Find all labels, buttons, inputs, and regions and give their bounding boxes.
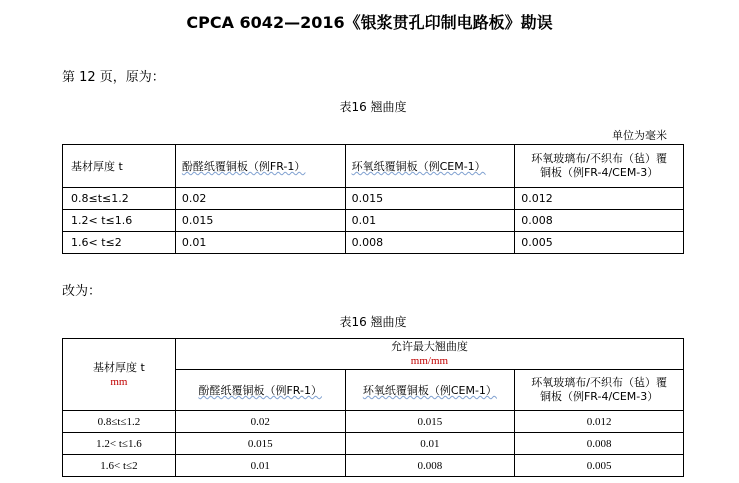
header-cem1: 环氧纸覆铜板（例CEM-1）	[345, 370, 515, 411]
header-fr4: 环氧玻璃布/不织布（毡）覆 铜板（例FR-4/CEM-3）	[515, 370, 684, 411]
original-table-caption: 表16 翘曲度	[339, 100, 407, 114]
cell: 0.008	[515, 433, 684, 455]
cell: 1.6< t≤2	[63, 232, 176, 254]
header-fr1: 酚醛纸覆铜板（例FR-1）	[175, 145, 345, 188]
table-row	[63, 455, 684, 477]
cell: 0.8≤t≤1.2	[63, 411, 176, 433]
cell: 0.015	[345, 188, 515, 210]
cell: 1.2< t≤1.6	[63, 433, 176, 455]
original-intro: 第 12 页，原为：	[62, 70, 165, 85]
corrected-table-caption: 表16 翘曲度	[339, 315, 407, 329]
corrected-header-row-1	[63, 339, 684, 370]
cell: 0.015	[345, 411, 515, 433]
header-max-warpage: 允许最大翘曲度 mm/mm	[175, 339, 683, 370]
table-row	[63, 433, 684, 455]
header-thickness: 基材厚度 t	[63, 145, 176, 188]
cell: 0.005	[515, 232, 684, 254]
warpage-unit: mm/mm	[410, 355, 449, 367]
header-thickness: 基材厚度 t mm	[63, 339, 176, 411]
header-fr1: 酚醛纸覆铜板（例FR-1）	[175, 370, 345, 411]
cell: 0.015	[175, 210, 345, 232]
cell: 0.012	[515, 411, 684, 433]
cell: 0.005	[515, 455, 684, 477]
corrected-table	[62, 338, 684, 477]
document-title: CPCA 6042—2016《银浆贯孔印制电路板》勘误	[186, 13, 553, 32]
cell: 0.008	[515, 210, 684, 232]
cell: 0.01	[345, 433, 515, 455]
table-row	[63, 411, 684, 433]
cell: 0.02	[175, 188, 345, 210]
table-row	[63, 188, 684, 210]
original-table	[62, 144, 684, 254]
cell: 0.008	[345, 232, 515, 254]
cell: 0.01	[175, 455, 345, 477]
cell: 1.6< t≤2	[63, 455, 176, 477]
cell: 0.015	[175, 433, 345, 455]
cell: 0.01	[175, 232, 345, 254]
cell: 1.2< t≤1.6	[63, 210, 176, 232]
header-fr4: 环氧玻璃布/不织布（毡）覆 铜板（例FR-4/CEM-3）	[515, 145, 684, 188]
table-row	[63, 232, 684, 254]
unit-label: 单位为毫米	[612, 129, 667, 142]
corrected-intro: 改为：	[62, 284, 102, 299]
cell: 0.01	[345, 210, 515, 232]
header-cem1: 环氧纸覆铜板（例CEM-1）	[345, 145, 515, 188]
original-header-row	[63, 145, 684, 188]
table-row	[63, 210, 684, 232]
cell: 0.008	[345, 455, 515, 477]
cell: 0.012	[515, 188, 684, 210]
thickness-unit: mm	[110, 375, 128, 388]
cell: 0.02	[175, 411, 345, 433]
cell: 0.8≤t≤1.2	[63, 188, 176, 210]
